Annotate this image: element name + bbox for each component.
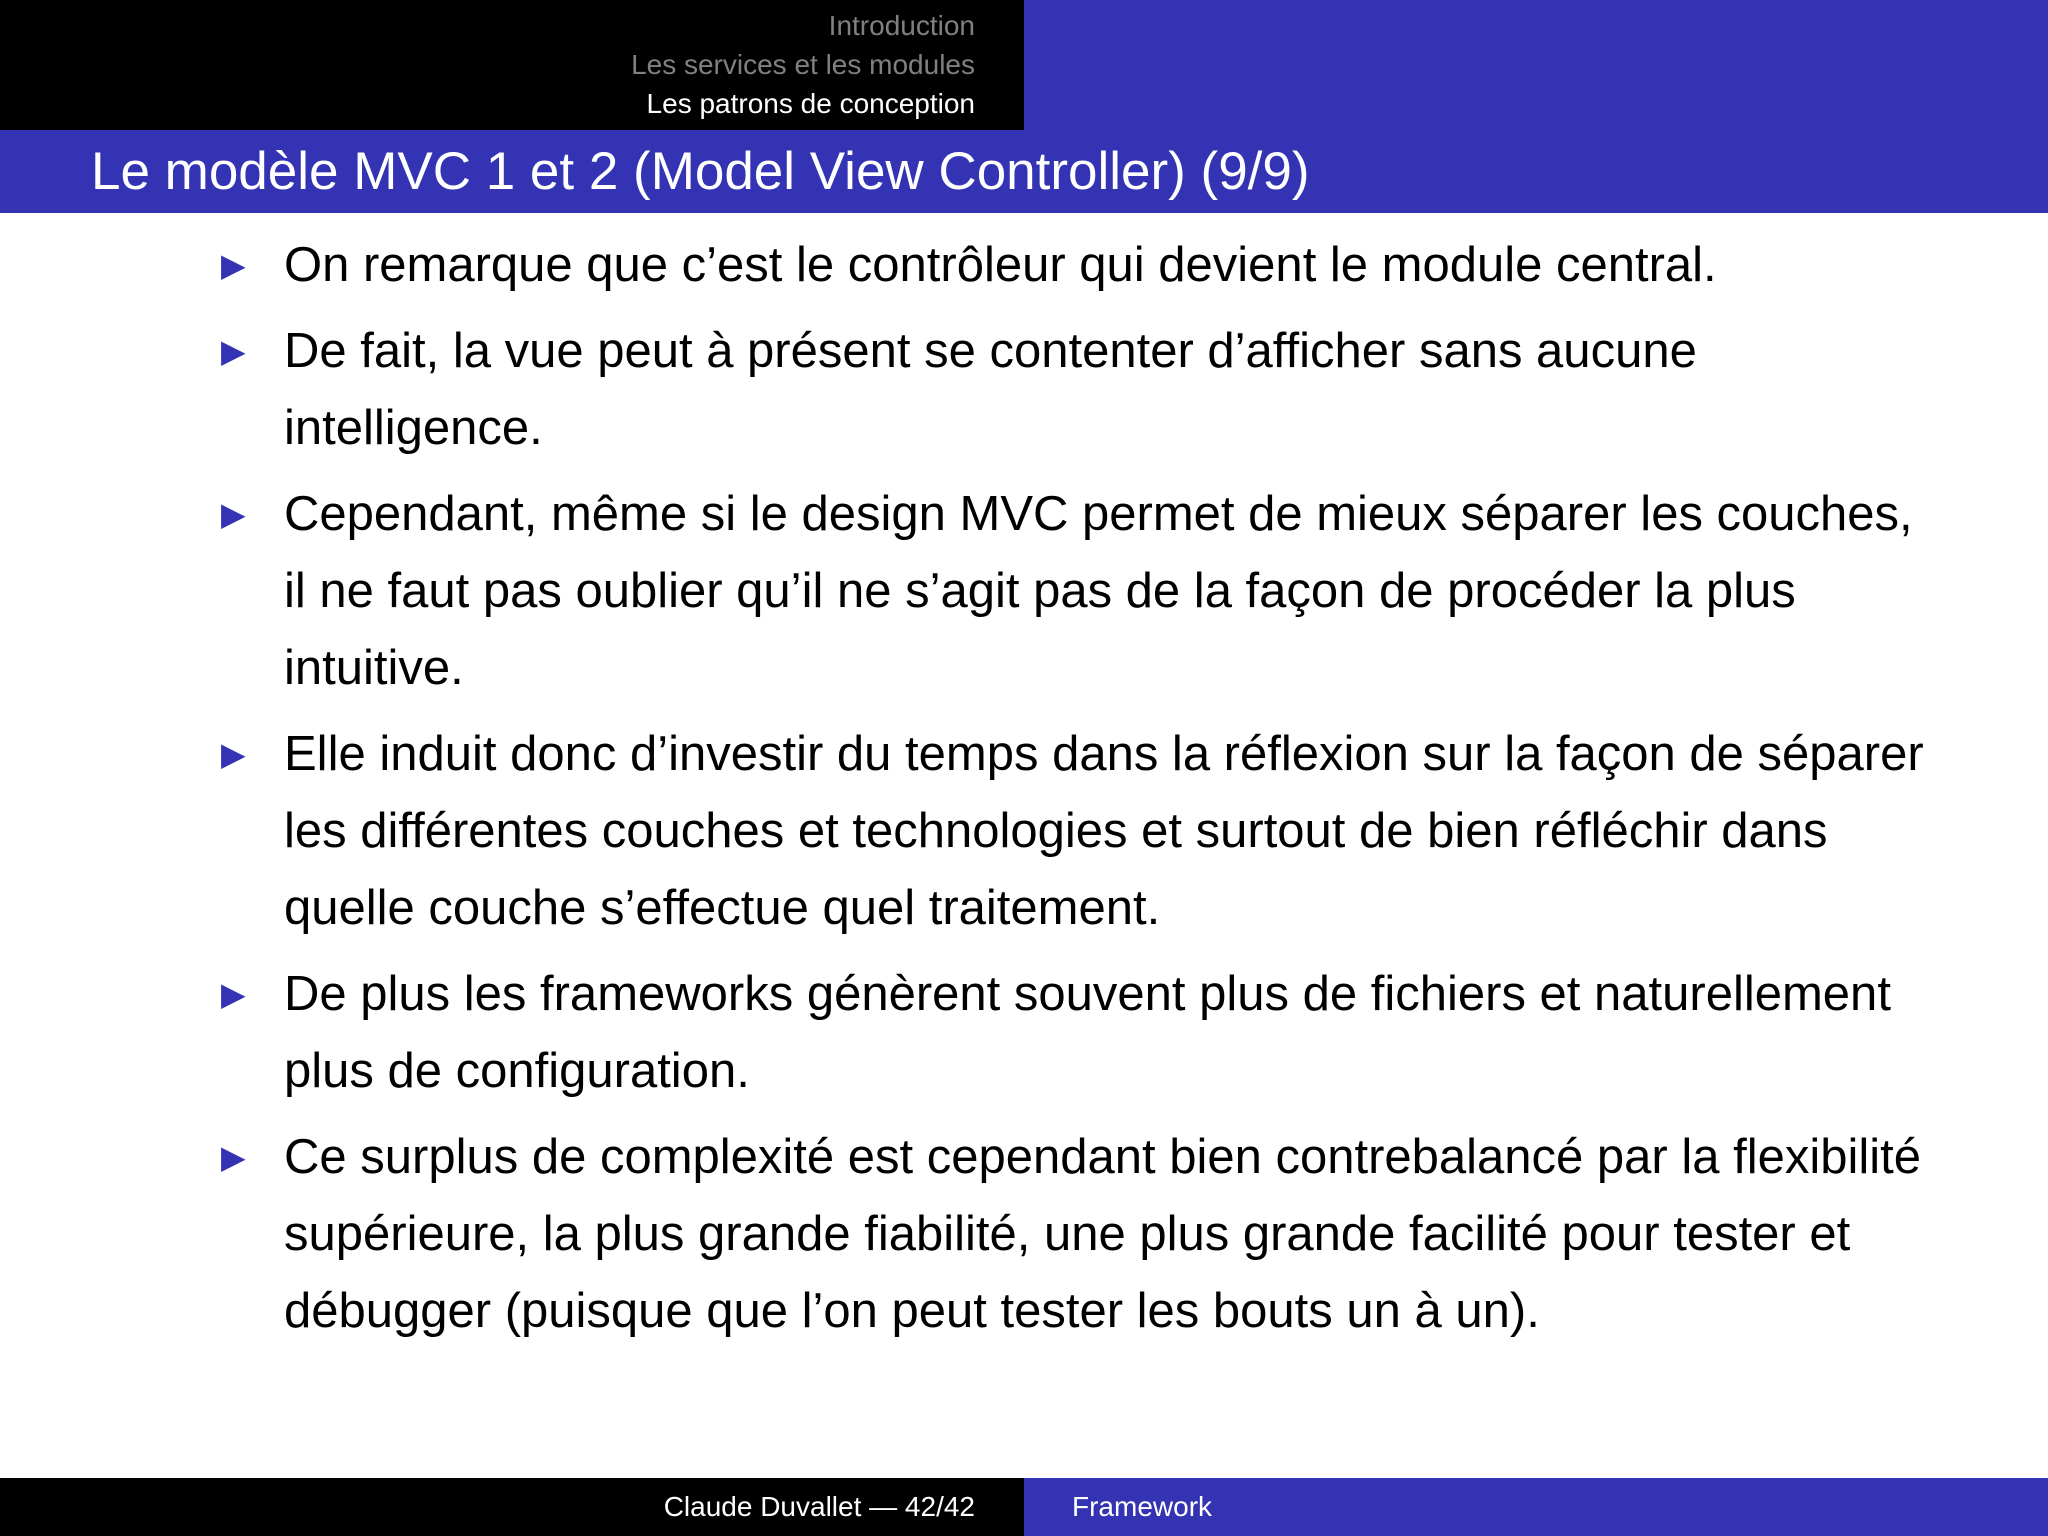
bullet-text: Elle induit donc d’investir du temps dans la réflexion sur la façon de séparer les différentes couches et technologies et surtout de bien réfléchir dans quelle couche s’effectue quel traitement. [284,727,1924,935]
headline-right-panel [1024,0,2048,130]
slide-content [0,227,2048,1359]
triangle-bullet-icon: ▶ [221,496,246,532]
bullet-item [0,313,1944,467]
bullet-item [0,476,1944,707]
bullet-item [0,956,1944,1110]
footer-author-page: Claude Duvallet — 42/42 [0,1478,1024,1536]
slide-title: Le modèle MVC 1 et 2 (Model View Controller) (9/9) [0,130,2048,213]
section-navigation [0,0,1024,130]
bullet-list [0,227,2048,1350]
bullet-text: De fait, la vue peut à présent se contenter d’afficher sans aucune intelligence. [284,324,1697,455]
nav-link-patrons-conception[interactable]: Les patrons de conception [646,88,975,119]
footline-bar [0,1478,2048,1536]
bullet-item [0,227,1944,304]
bullet-text: Ce surplus de complexité est cependant bien contrebalancé par la flexibilité supérieure, la plus grande fiabilité, une plus grande facilité pour tester et débugger (puisque que l’on peut tester les bouts un à un). [284,1130,1922,1338]
bullet-item [0,716,1944,947]
triangle-bullet-icon: ▶ [221,1139,246,1175]
bullet-text: De plus les frameworks génèrent souvent plus de fichiers et naturellement plus de configuration. [284,967,1891,1098]
triangle-bullet-icon: ▶ [221,333,246,369]
triangle-bullet-icon: ▶ [221,247,246,283]
nav-link-introduction[interactable]: Introduction [828,10,975,41]
triangle-bullet-icon: ▶ [221,736,246,772]
bullet-text: Cependant, même si le design MVC permet de mieux séparer les couches, il ne faut pas oublier qu’il ne s’agit pas de la façon de procéder la plus intuitive. [284,487,1913,695]
nav-link-services-modules[interactable]: Les services et les modules [631,49,975,80]
bullet-text: On remarque que c’est le contrôleur qui devient le module central. [284,238,1717,292]
footer-short-title: Framework [1024,1478,2048,1536]
headline-bar [0,0,2048,130]
bullet-item [0,1119,1944,1350]
triangle-bullet-icon: ▶ [221,976,246,1012]
